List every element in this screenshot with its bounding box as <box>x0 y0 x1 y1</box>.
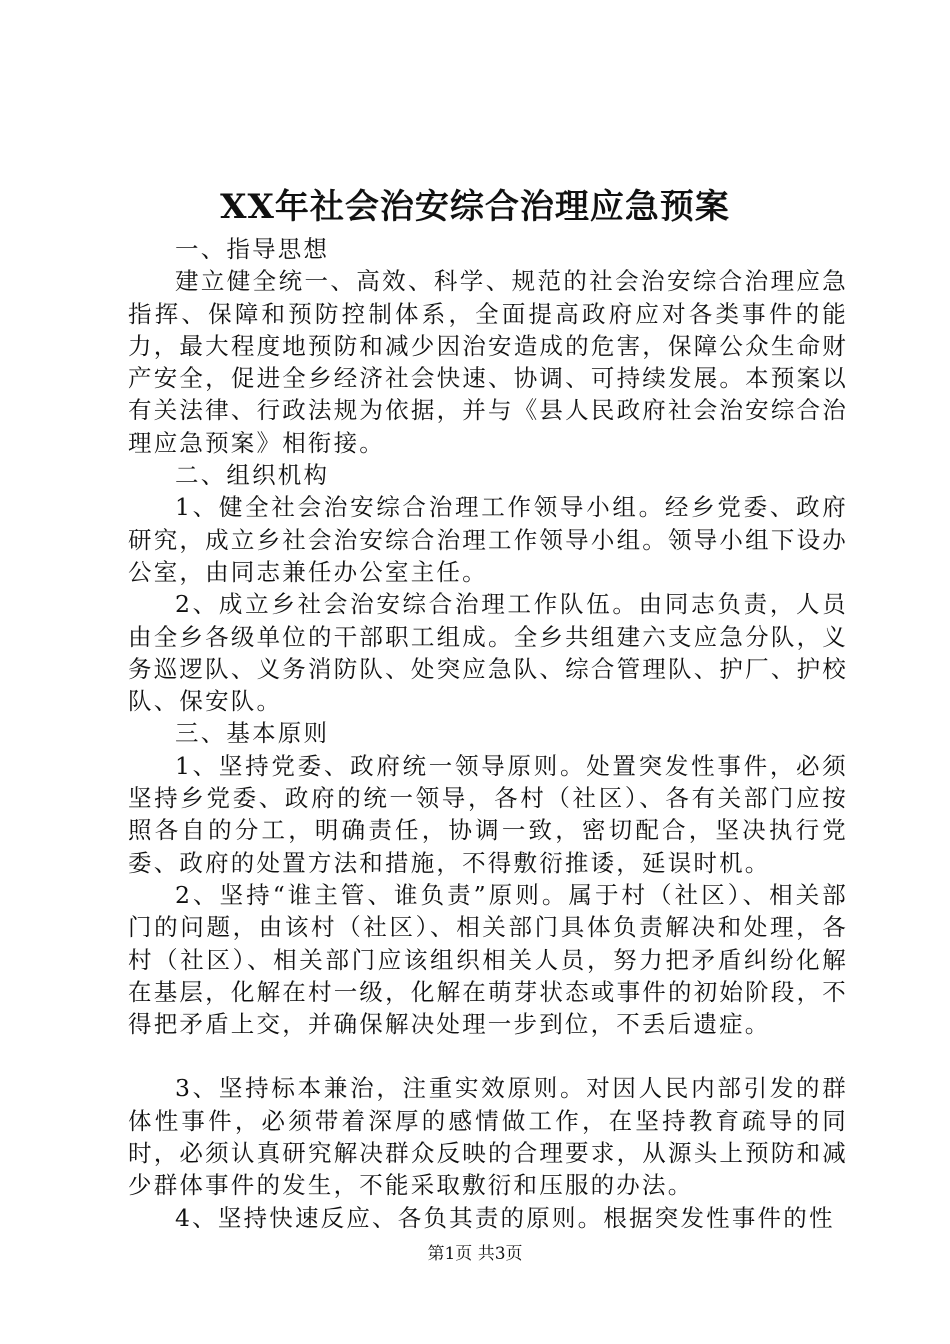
paragraph-principle-3: 3、坚持标本兼治，注重实效原则。对因人民内部引发的群体性事件，必须带着深厚的感情做工作，在坚持教育疏导的同时，必须认真研究解决群众反映的合理要求，从源头上预防和减少群体事件的发生，不能采取敷衍和压服的办法。 <box>128 1074 848 1200</box>
paragraph-principle-4: 4、坚持快速反应、各负其责的原则。根据突发性事件的性 <box>175 1203 835 1232</box>
paragraph-organization-2: 2、成立乡社会治安综合治理工作队伍。由同志负责，人员由全乡各级单位的干部职工组成。全乡共组建六支应急分队，义务巡逻队、义务消防队、处突应急队、综合管理队、护厂、护校队、保安队。 <box>128 590 848 716</box>
paragraph-organization-1: 1、健全社会治安综合治理工作领导小组。经乡党委、政府研究，成立乡社会治安综合治理工作领导小组。领导小组下设办公室，由同志兼任办公室主任。 <box>128 493 848 586</box>
document-title: XX年社会治安综合治理应急预案 <box>220 187 730 227</box>
paragraph-principle-2: 2、坚持“谁主管、谁负责”原则。属于村（社区）、相关部门的问题，由该村（社区）、相关部门具体负责解决和处理，各村（社区）、相关部门应该组织相关人员，努力把矛盾纠纷化解在基层，化解在村一级，化解在萌芽状态或事件的初始阶段，不得把矛盾上交，并确保解决处理一步到位，不丢后遗症。 <box>128 880 848 1039</box>
paragraph-spacer <box>128 1040 848 1072</box>
document-body <box>128 233 848 1234</box>
paragraph-principle-1: 1、坚持党委、政府统一领导原则。处置突发性事件，必须坚持乡党委、政府的统一领导，各村（社区）、各有关部门应按照各自的分工，明确责任，协调一致，密切配合，坚决执行党委、政府的处置方法和措施，不得敷衍推诿，延误时机。 <box>128 751 848 877</box>
paragraph-guiding-ideology: 建立健全统一、高效、科学、规范的社会治安综合治理应急指挥、保障和预防控制体系，全面提高政府应对各类事件的能力，最大程度地预防和减少因治安造成的危害，保障公众生命财产安全，促进全乡经济社会快速、协调、可持续发展。本预案以有关法律、行政法规为依据，并与《县人民政府社会治安综合治理应急预案》相衔接。 <box>128 267 848 457</box>
page-number-footer: 第1页 共3页 <box>427 1244 523 1264</box>
section-heading-organization: 二、组织机构 <box>175 461 330 490</box>
section-heading-basic-principles: 三、基本原则 <box>175 719 330 748</box>
section-heading-guiding-ideology: 一、指导思想 <box>175 235 330 263</box>
